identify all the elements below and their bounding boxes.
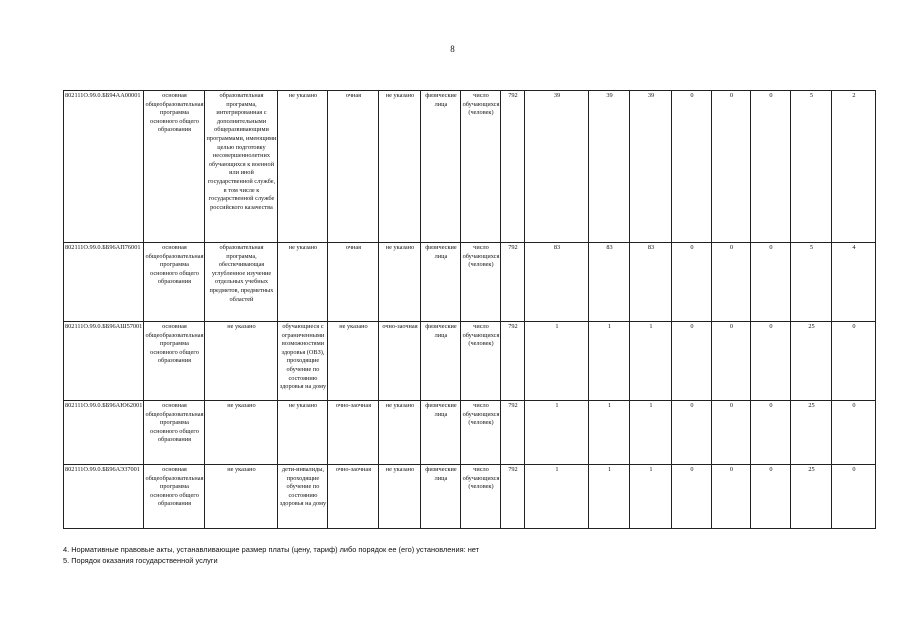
- okei-code-cell: 792: [501, 91, 525, 243]
- average-fee-cell: 4: [832, 243, 876, 322]
- fee-year3-cell: 0: [751, 322, 791, 401]
- note-service-procedure: 5. Порядок оказания государственной услуги: [63, 556, 218, 565]
- indicator-name-cell: число обучающихся (человек): [461, 465, 501, 529]
- table-row: [64, 91, 876, 243]
- volume-year2-cell: 1: [589, 401, 630, 465]
- notes-block: [63, 544, 479, 566]
- service-code-cell: 802111О.99.0.ББ96АШ57001: [64, 322, 144, 401]
- table-body: [64, 91, 876, 529]
- period-cell: не указано: [379, 243, 421, 322]
- average-fee-cell: 0: [832, 322, 876, 401]
- period-cell: не указано: [379, 91, 421, 243]
- indicator-name-cell: число обучающихся (человек): [461, 243, 501, 322]
- program-cell: основная общеобразовательная программа основного общего образования: [144, 465, 205, 529]
- fee-year1-cell: 0: [672, 401, 712, 465]
- volume-year1-cell: 39: [525, 91, 589, 243]
- table-row: [64, 322, 876, 401]
- deviation-percent-cell: 5: [791, 243, 832, 322]
- fee-year2-cell: 0: [712, 91, 751, 243]
- fee-year1-cell: 0: [672, 243, 712, 322]
- education-form-cell: очно-заочная: [328, 401, 379, 465]
- volume-year3-cell: 1: [630, 322, 672, 401]
- deviation-percent-cell: 25: [791, 401, 832, 465]
- education-form-cell: очно-заочная: [328, 465, 379, 529]
- fee-year1-cell: 0: [672, 322, 712, 401]
- indicator-name-cell: число обучающихся (человек): [461, 401, 501, 465]
- fee-year1-cell: 0: [672, 465, 712, 529]
- average-fee-cell: 2: [832, 91, 876, 243]
- program-cell: основная общеобразовательная программа основного общего образования: [144, 243, 205, 322]
- deviation-percent-cell: 25: [791, 465, 832, 529]
- okei-code-cell: 792: [501, 401, 525, 465]
- fee-year1-cell: 0: [672, 91, 712, 243]
- student-category-cell: не указано: [278, 401, 328, 465]
- fee-year3-cell: 0: [751, 401, 791, 465]
- okei-code-cell: 792: [501, 322, 525, 401]
- student-category-cell: дети-инвалиды, проходящие обучение по состоянию здоровья на дому: [278, 465, 328, 529]
- program-cell: основная общеобразовательная программа основного общего образования: [144, 401, 205, 465]
- period-cell: очно-заочная: [379, 322, 421, 401]
- volume-year1-cell: 83: [525, 243, 589, 322]
- okei-code-cell: 792: [501, 465, 525, 529]
- student-category-cell: не указано: [278, 91, 328, 243]
- service-code-cell: 802111О.99.0.ББ94АА00001: [64, 91, 144, 243]
- volume-year2-cell: 1: [589, 465, 630, 529]
- program-kind-cell: не указано: [205, 465, 278, 529]
- deviation-percent-cell: 25: [791, 322, 832, 401]
- consumers-cell: физические лица: [421, 322, 461, 401]
- volume-year3-cell: 1: [630, 401, 672, 465]
- period-cell: не указано: [379, 465, 421, 529]
- service-code-cell: 802111О.99.0.ББ96АП76001: [64, 243, 144, 322]
- fee-year2-cell: 0: [712, 243, 751, 322]
- table-row: [64, 401, 876, 465]
- indicator-name-cell: число обучающихся (человек): [461, 322, 501, 401]
- education-form-cell: не указано: [328, 322, 379, 401]
- fee-year2-cell: 0: [712, 465, 751, 529]
- okei-code-cell: 792: [501, 243, 525, 322]
- education-form-cell: очная: [328, 91, 379, 243]
- consumers-cell: физические лица: [421, 243, 461, 322]
- volume-year2-cell: 83: [589, 243, 630, 322]
- consumers-cell: физические лица: [421, 465, 461, 529]
- deviation-percent-cell: 5: [791, 91, 832, 243]
- service-volume-table: [63, 90, 876, 529]
- volume-year2-cell: 39: [589, 91, 630, 243]
- table-row: [64, 243, 876, 322]
- program-kind-cell: образовательная программа, интегрированная с дополнительными общеразвивающими программами, имеющими целью подготовку несовершеннолетних обучающихся к военной или иной государственной службе, в том числе к государственной службе российского казачества: [205, 91, 278, 243]
- note-regulatory-acts: 4. Нормативные правовые акты, устанавливающие размер платы (цену, тариф) либо порядок ее (его) установления: нет: [63, 545, 480, 554]
- table-row: [64, 465, 876, 529]
- consumers-cell: физические лица: [421, 91, 461, 243]
- fee-year3-cell: 0: [751, 465, 791, 529]
- average-fee-cell: 0: [832, 401, 876, 465]
- volume-year1-cell: 1: [525, 322, 589, 401]
- average-fee-cell: 0: [832, 465, 876, 529]
- service-code-cell: 802111О.99.0.ББ96АЭ37001: [64, 465, 144, 529]
- consumers-cell: физические лица: [421, 401, 461, 465]
- program-kind-cell: не указано: [205, 401, 278, 465]
- service-code-cell: 802111О.99.0.ББ96АЮ62001: [64, 401, 144, 465]
- education-form-cell: очная: [328, 243, 379, 322]
- volume-year3-cell: 83: [630, 243, 672, 322]
- fee-year2-cell: 0: [712, 322, 751, 401]
- program-kind-cell: образовательная программа, обеспечивающая углубленное изучение отдельных учебных предметов, предметных областей: [205, 243, 278, 322]
- page-number: 8: [450, 44, 455, 54]
- program-kind-cell: не указано: [205, 322, 278, 401]
- volume-year3-cell: 1: [630, 465, 672, 529]
- fee-year3-cell: 0: [751, 91, 791, 243]
- volume-year2-cell: 1: [589, 322, 630, 401]
- indicator-name-cell: число обучающихся (человек): [461, 91, 501, 243]
- student-category-cell: обучающиеся с ограниченными возможностями здоровья (ОВЗ), проходящие обучение по состоянию здоровья на дому: [278, 322, 328, 401]
- volume-year1-cell: 1: [525, 401, 589, 465]
- program-cell: основная общеобразовательная программа основного общего образования: [144, 91, 205, 243]
- fee-year3-cell: 0: [751, 243, 791, 322]
- student-category-cell: не указано: [278, 243, 328, 322]
- fee-year2-cell: 0: [712, 401, 751, 465]
- period-cell: не указано: [379, 401, 421, 465]
- program-cell: основная общеобразовательная программа основного общего образования: [144, 322, 205, 401]
- volume-year3-cell: 39: [630, 91, 672, 243]
- volume-year1-cell: 1: [525, 465, 589, 529]
